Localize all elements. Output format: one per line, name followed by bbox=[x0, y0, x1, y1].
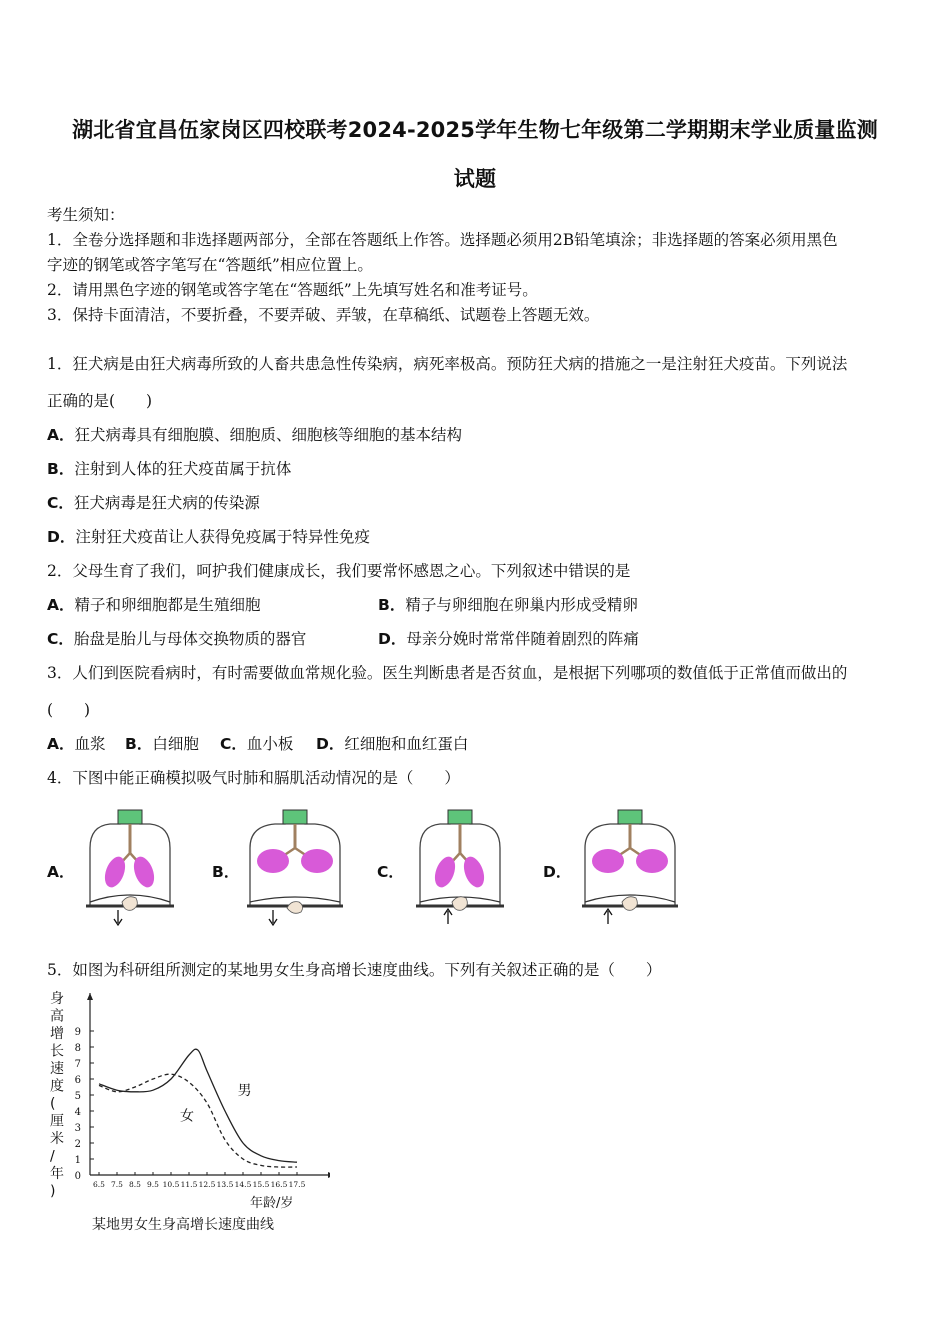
q1-option-c[interactable]: C．狂犬病毒是狂犬病的传染源 bbox=[47, 494, 260, 512]
lung-model-d[interactable] bbox=[580, 798, 680, 928]
y-tick-label: 1 bbox=[74, 1155, 81, 1166]
q2-option-b[interactable]: B．精子与卵细胞在卵巢内形成受精卵 bbox=[378, 596, 638, 614]
x-tick-label: 12.5 bbox=[198, 1180, 216, 1189]
y-axis-label bbox=[50, 991, 64, 1200]
x-tick-label: 13.5 bbox=[216, 1180, 234, 1189]
y-tick-label: 8 bbox=[74, 1043, 81, 1054]
q2-option-a[interactable]: A．精子和卵细胞都是生殖细胞 bbox=[47, 596, 261, 614]
y-tick-label: 9 bbox=[74, 1027, 81, 1038]
y-label-char: 年 bbox=[50, 1166, 64, 1182]
chart-axes bbox=[87, 993, 330, 1178]
q1-option-b[interactable]: B．注射到人体的狂犬疫苗属于抗体 bbox=[47, 460, 292, 478]
y-tick-label: 0 bbox=[74, 1171, 81, 1182]
y-tick-label: 4 bbox=[74, 1107, 81, 1118]
y-tick-label: 6 bbox=[74, 1075, 81, 1086]
notice-item-1-cont: 字迹的钢笔或答字笔写在“答题纸”相应位置上。 bbox=[47, 256, 373, 274]
lung-model-c[interactable] bbox=[410, 798, 510, 928]
y-label-char: 厘 bbox=[50, 1113, 64, 1130]
y-tick-label: 5 bbox=[74, 1091, 81, 1102]
y-label-char: 速 bbox=[50, 1061, 64, 1077]
chart-title: 某地男女生身高增长速度曲线 bbox=[92, 1217, 274, 1233]
q3-stem: 3．人们到医院看病时，有时需要做血常规化验。医生判断患者是否贫血，是根据下列哪项的数值低于正常值而做出的 bbox=[47, 664, 848, 682]
y-tick-label: 7 bbox=[74, 1059, 81, 1070]
q3-option-b[interactable]: B．白细胞 bbox=[125, 735, 199, 753]
x-tick-label: 8.5 bbox=[129, 1180, 141, 1189]
series-female-line bbox=[99, 1074, 297, 1167]
q1-stem: 1．狂犬病是由狂犬病毒所致的人畜共患急性传染病，病死率极高。预防狂犬病的措施之一是注射狂犬疫苗。下列说法 bbox=[47, 355, 848, 373]
x-tick-label: 7.5 bbox=[111, 1180, 123, 1189]
notice-item-1: 1．全卷分选择题和非选择题两部分，全部在答题纸上作答。选择题必须用2B铅笔填涂；非选择题的答案必须用黑色 bbox=[47, 231, 838, 249]
q1-stem-cont: 正确的是( ) bbox=[47, 392, 153, 410]
q5-stem: 5．如图为科研组所测定的某地男女生身高增长速度曲线。下列有关叙述正确的是（ ） bbox=[47, 961, 662, 979]
y-label-char: 身 bbox=[50, 991, 64, 1007]
series-male-label: 男 bbox=[237, 1083, 252, 1099]
lung-model-b[interactable] bbox=[245, 798, 345, 928]
q4-option-a-label[interactable]: A． bbox=[47, 863, 75, 881]
x-axis-arrow bbox=[328, 1172, 330, 1178]
q2-option-c[interactable]: C．胎盘是胎儿与母体交换物质的器官 bbox=[47, 630, 307, 648]
q1-option-d[interactable]: D．注射狂犬疫苗让人获得免疫属于特异性免疫 bbox=[47, 528, 370, 546]
y-axis-arrow bbox=[87, 993, 93, 1000]
x-tick-label: 11.5 bbox=[180, 1180, 198, 1189]
q3-option-d[interactable]: D．红细胞和血红蛋白 bbox=[316, 735, 469, 753]
x-tick-label: 14.5 bbox=[234, 1180, 252, 1189]
y-label-char: 高 bbox=[50, 1008, 64, 1025]
x-tick-label: 16.5 bbox=[270, 1180, 288, 1189]
q4-option-b-label[interactable]: B． bbox=[212, 863, 240, 881]
page-title-line2: 试题 bbox=[453, 167, 497, 191]
notice-item-3: 3．保持卡面清洁，不要折叠，不要弄破、弄皱，在草稿纸、试题卷上答题无效。 bbox=[47, 306, 600, 324]
x-tick-label: 9.5 bbox=[147, 1180, 159, 1189]
q4-option-c-label[interactable]: C． bbox=[377, 863, 404, 881]
series-male-line bbox=[99, 1049, 297, 1162]
series-female-label: 女 bbox=[180, 1108, 194, 1125]
x-tick-label: 6.5 bbox=[93, 1180, 105, 1189]
y-label-char: 长 bbox=[50, 1043, 64, 1060]
y-tick-label: 3 bbox=[74, 1123, 81, 1134]
q2-option-d[interactable]: D．母亲分娩时常常伴随着剧烈的阵痛 bbox=[378, 630, 639, 648]
q4-option-d-label[interactable]: D． bbox=[543, 863, 572, 881]
y-ticks bbox=[75, 1027, 94, 1182]
y-tick-label: 2 bbox=[74, 1139, 81, 1150]
notice-item-2: 2．请用黑色字迹的钢笔或答字笔在“答题纸”上先填写姓名和准考证号。 bbox=[47, 281, 538, 299]
q3-stem-cont: ( ) bbox=[47, 701, 91, 719]
q2-stem: 2．父母生育了我们，呵护我们健康成长，我们要常怀感恩之心。下列叙述中错误的是 bbox=[47, 562, 631, 580]
growth-chart bbox=[40, 985, 330, 1215]
y-label-char: 增 bbox=[50, 1026, 64, 1042]
x-tick-label: 17.5 bbox=[288, 1180, 306, 1189]
y-label-char: 米 bbox=[50, 1131, 64, 1147]
q3-option-a[interactable]: A．血浆 bbox=[47, 735, 106, 753]
q3-option-c[interactable]: C．血小板 bbox=[220, 735, 294, 753]
y-label-char: ( bbox=[50, 1096, 56, 1112]
notice-heading: 考生须知： bbox=[47, 206, 125, 224]
lung-model-a[interactable] bbox=[80, 798, 180, 928]
q4-stem: 4．下图中能正确模拟吸气时肺和膈肌活动情况的是（ ） bbox=[47, 769, 460, 787]
q1-option-a[interactable]: A．狂犬病毒具有细胞膜、细胞质、细胞核等细胞的基本结构 bbox=[47, 426, 463, 444]
y-label-char: / bbox=[50, 1148, 55, 1165]
x-axis-label: 年龄/岁 bbox=[250, 1196, 294, 1211]
x-tick-label: 15.5 bbox=[252, 1180, 270, 1189]
y-label-char: ) bbox=[50, 1183, 56, 1200]
page-title: 湖北省宜昌伍家岗区四校联考2024-2025学年生物七年级第二学期期末学业质量监测 bbox=[72, 118, 878, 142]
y-label-char: 度 bbox=[50, 1078, 64, 1095]
x-tick-label: 10.5 bbox=[162, 1180, 180, 1189]
